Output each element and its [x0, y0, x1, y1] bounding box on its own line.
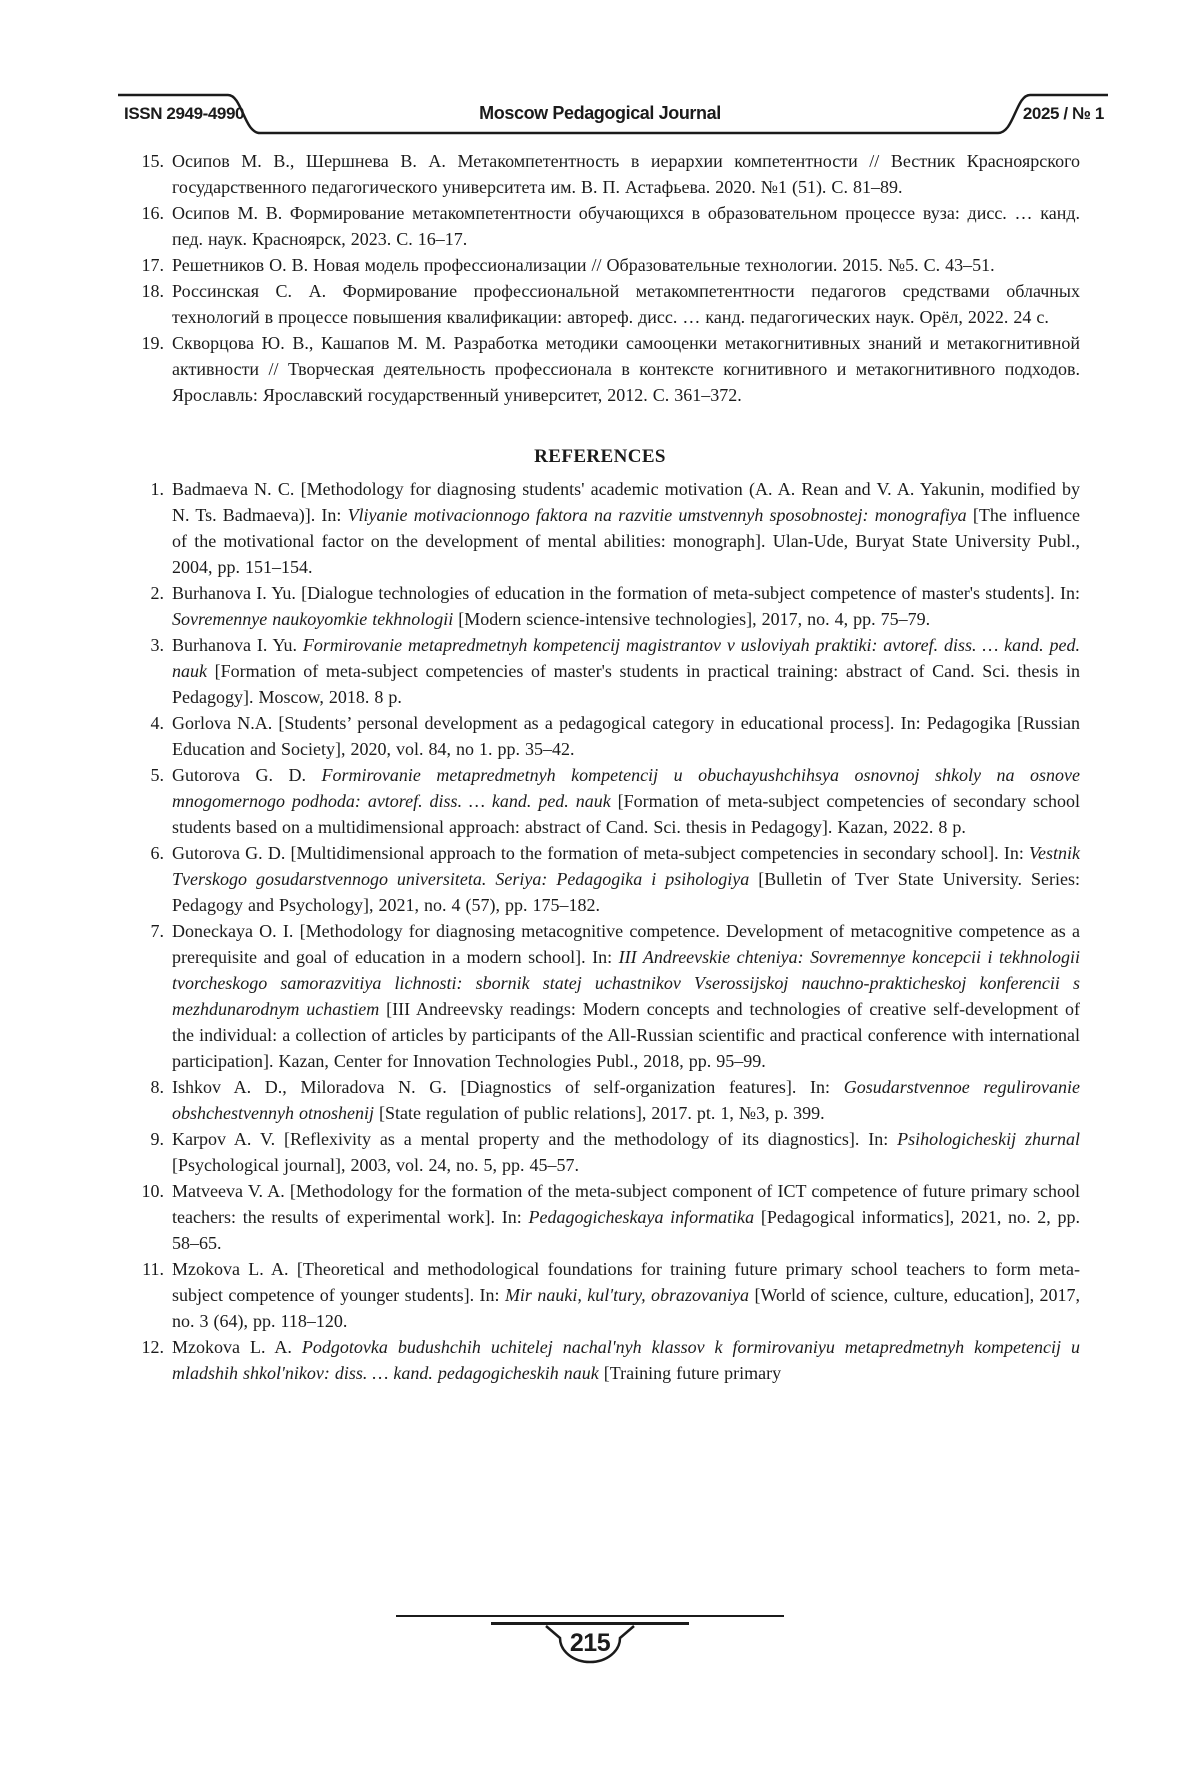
reference-number: 5. [150, 765, 164, 785]
reference-item [120, 762, 1080, 840]
reference-number: 9. [150, 1129, 164, 1149]
references-list [120, 476, 1080, 1386]
reference-text: Gutorova G. D. [Multidimensional approach to the formation of meta-subject competencies in secondary school]. In: Vestnik Tverskogo gosudarstvennogo universiteta. Seriya: Pedagogika i psihologiya [Bulletin of Tver State University. Series: Pedagogy and Psychology], 2021, no. 4 (57), pp. 175–182. [172, 843, 1080, 915]
reference-number: 4. [150, 713, 164, 733]
reference-item [120, 918, 1080, 1074]
issue-label: 2025 / № 1 [1022, 104, 1104, 123]
reference-item [120, 1178, 1080, 1256]
reference-number: 2. [150, 583, 164, 603]
reference-text: Ishkov A. D., Miloradova N. G. [Diagnostics of self-organization features]. In: Gosudarstvennoe regulirovanie obshchestvennyh otnoshenij [State regulation of public relations], 2017. pt. 1, №3, p. 399. [172, 1077, 1080, 1123]
reference-item [120, 1126, 1080, 1178]
reference-number: 11. [142, 1259, 164, 1279]
reference-item [120, 330, 1080, 408]
reference-item [120, 1334, 1080, 1386]
reference-item [120, 200, 1080, 252]
reference-item [120, 252, 1080, 278]
reference-number: 10. [141, 1181, 164, 1201]
page-number-badge [528, 1624, 652, 1676]
reference-text: Осипов М. В., Шершнева В. А. Метакомпетентность в иерархии компетентности // Вестник Красноярского государственного педагогического университета им. В. П. Астафьева. 2020. №1 (51). С. 81–89. [172, 151, 1080, 197]
reference-item [120, 632, 1080, 710]
page-content [120, 148, 1080, 1386]
reference-item [120, 840, 1080, 918]
reference-text: Скворцова Ю. В., Кашапов М. М. Разработка методики самооценки метакогнитивных знаний и метакогнитивной активности // Творческая деятельность профессионала в контексте когнитивного и метакогнитивного подходов. Ярославль: Ярославский государственный университет, 2012. С. 361–372. [172, 333, 1080, 405]
page-number: 215 [569, 1629, 611, 1657]
reference-number: 18. [141, 281, 164, 301]
footer-rule-long [396, 1615, 784, 1617]
reference-number: 17. [141, 255, 164, 275]
references-heading: REFERENCES [534, 446, 666, 467]
reference-text: Россинская С. А. Формирование профессиональной метакомпетентности педагогов средствами облачных технологий в процессе повышения квалификации: автореф. дисс. … канд. педагогических наук. Орёл, 2022. 24 с. [172, 281, 1080, 327]
reference-number: 8. [150, 1077, 164, 1097]
reference-text: Matveeva V. A. [Methodology for the formation of the meta-subject component of ICT competence of future primary school teachers: the results of experimental work]. In: Pedagogicheskaya informatika [Pedagogical informatics], 2021, no. 2, pp. 58–65. [172, 1181, 1081, 1253]
reference-number: 6. [150, 843, 164, 863]
reference-text: Mzokova L. A. Podgotovka budushchih uchitelej nachal'nyh klassov k formirovaniyu metapredmetnyh kompetencij u mladshih shkol'nikov: diss. … kand. pedagogicheskih nauk [Training future primary [172, 1337, 1080, 1383]
reference-text: Mzokova L. A. [Theoretical and methodological foundations for training future primary school teachers to form meta-subject competence of younger students]. In: Mir nauki, kul'tury, obrazovaniya [World of science, culture, education], 2017, no. 3 (64), pp. 118–120. [172, 1259, 1080, 1331]
journal-title: Moscow Pedagogical Journal [479, 103, 721, 123]
reference-number: 12. [141, 1337, 164, 1357]
reference-text: Gutorova G. D. Formirovanie metapredmetnyh kompetencij u obuchayushchihsya osnovnoj shkoly na osnove mnogomernogo podhoda: avtoref. diss. … kand. ped. nauk [Formation of meta-subject competencies of secondary school students based on a multidimensional approach: abstract of Cand. Sci. thesis in Pedagogy]. Kazan, 2022. 8 p. [172, 765, 1081, 837]
reference-number: 19. [141, 333, 164, 353]
reference-text: Badmaeva N. C. [Methodology for diagnosing students' academic motivation (A. A. Rean and V. A. Yakunin, modified by N. Ts. Badmaeva)]. In: Vliyanie motivacionnogo faktora na razvitie umstvennyh sposobnostej: monografiya [The influence of the motivational factor on the development of mental abilities: monograph]. Ulan-Ude, Buryat State University Publ., 2004, pp. 151–154. [172, 479, 1080, 577]
reference-text: Осипов М. В. Формирование метакомпетентности обучающихся в образовательном процессе вуза: дисс. … канд. пед. наук. Красноярск, 2023. С. 16–17. [172, 203, 1080, 249]
reference-item [120, 710, 1080, 762]
reference-item [120, 1074, 1080, 1126]
reference-text: Burhanova I. Yu. Formirovanie metapredmetnyh kompetencij magistrantov v usloviyah praktiki: avtoref. diss. … kand. ped. nauk [Formation of meta-subject competencies of master's students in practical training: abstract of Cand. Sci. thesis in Pedagogy]. Moscow, 2018. 8 p. [172, 635, 1081, 707]
reference-text: Gorlova N.A. [Students’ personal development as a pedagogical category in educational process]. In: Pedagogika [Russian Education and Society], 2020, vol. 84, no 1. pp. 35–42. [172, 713, 1080, 759]
russian-references-list [120, 148, 1080, 408]
reference-number: 7. [150, 921, 164, 941]
reference-text: Burhanova I. Yu. [Dialogue technologies of education in the formation of meta-subject competence of master's students]. In: Sovremennye naukoyomkie tekhnologii [Modern science-intensive technologies], 2017, no. 4, pp. 75–79. [172, 583, 1080, 629]
reference-text: Doneckaya O. I. [Methodology for diagnosing metacognitive competence. Development of metacognitive competence as a prerequisite and goal of education in a modern school]. In: III Andreevskie chteniya: Sovremennye koncepcii i tekhnologii tvorcheskogo samorazvitiya lichnosti: sbornik statej uchastnikov Vserossijskoj nauchno-prakticheskoj konferencii s mezhdunarodnym uchastiem [III Andreevsky readings: Modern concepts and technologies of creative self-development of the individual: a collection of articles by participants of the All-Russian scientific and practical conference with international participation]. Kazan, Center for Innovation Technologies Publ., 2018, pp. 95–99. [172, 921, 1080, 1071]
issn-label: ISSN 2949-4990 [124, 104, 245, 123]
page-header [0, 88, 1200, 140]
reference-text: Решетников О. В. Новая модель профессионализации // Образовательные технологии. 2015. №5. С. 43–51. [172, 255, 995, 275]
reference-text: Karpov A. V. [Reflexivity as a mental property and the methodology of its diagnostics]. In: Psihologicheskij zhurnal [Psychological journal], 2003, vol. 24, no. 5, pp. 45–57. [172, 1129, 1080, 1175]
reference-item [120, 476, 1080, 580]
footer-rule-short [491, 1622, 689, 1625]
reference-item [120, 278, 1080, 330]
reference-item [120, 580, 1080, 632]
reference-number: 3. [150, 635, 164, 655]
reference-number: 15. [141, 151, 164, 171]
reference-item [120, 148, 1080, 200]
reference-number: 1. [150, 479, 164, 499]
reference-number: 16. [141, 203, 164, 223]
reference-item [120, 1256, 1080, 1334]
page-number-arc [528, 1624, 652, 1676]
